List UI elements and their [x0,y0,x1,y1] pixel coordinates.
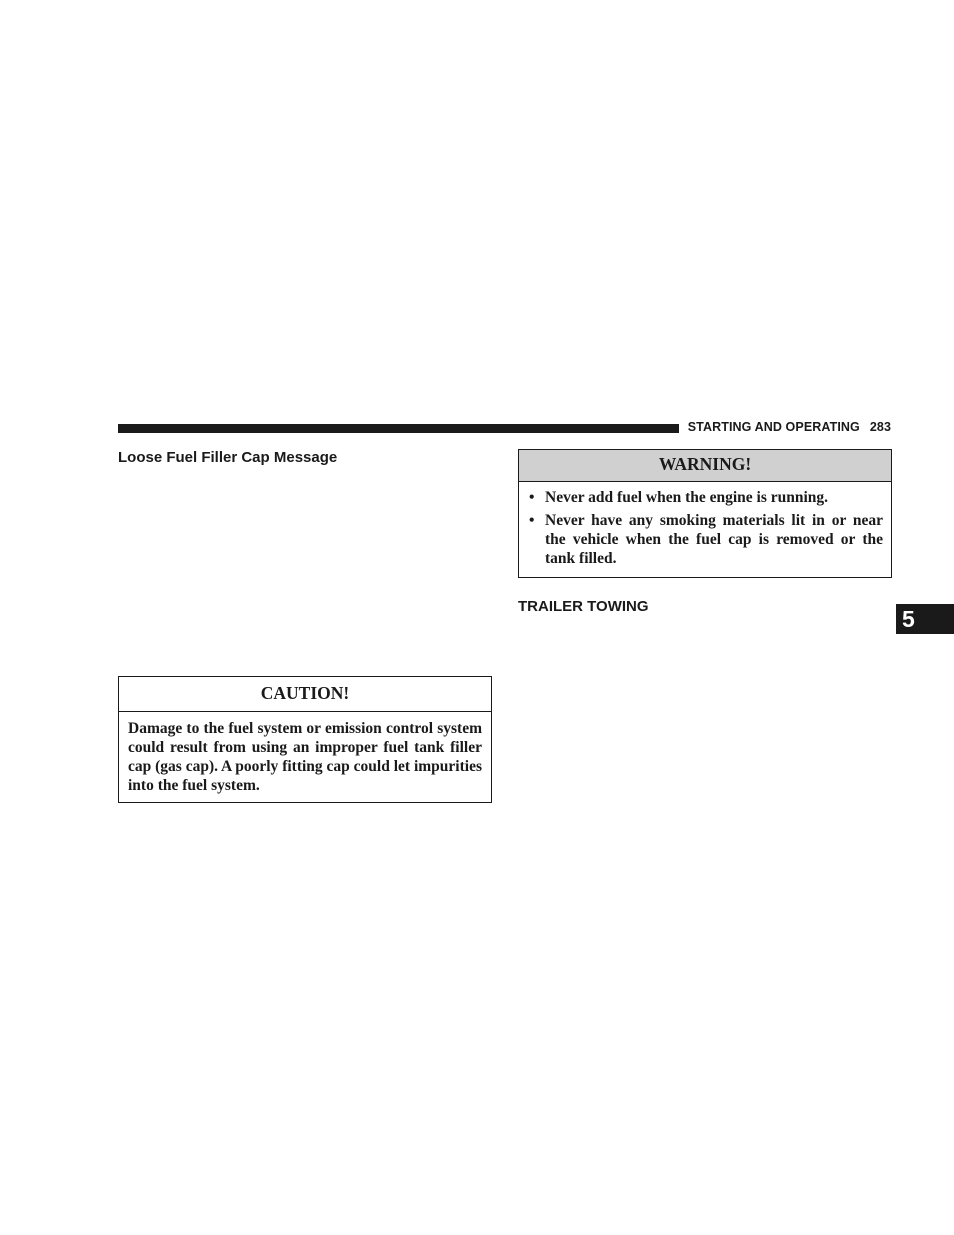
bullet-icon: • [529,512,535,529]
warning-title: WARNING! [519,450,891,482]
warning-item [529,511,883,568]
chapter-tab: 5 [896,604,954,634]
caution-title: CAUTION! [119,677,491,712]
trailer-towing-heading: TRAILER TOWING [518,598,649,615]
loose-fuel-cap-heading: Loose Fuel Filler Cap Message [118,449,338,466]
warning-item [529,488,883,507]
header-rule [118,424,679,433]
warning-box [518,449,892,578]
caution-text: Damage to the fuel system or emission control system could result from using an improper fuel tank filler cap (gas cap). A poorly fitting cap could let impurities into the fuel system. [128,720,482,794]
warning-item-text: Never have any smoking materials lit in or near the vehicle when the fuel cap is removed or the tank filled. [545,512,883,567]
caution-box [118,676,492,803]
page-number: 283 [869,420,891,434]
running-head [688,420,891,434]
warning-list [519,482,891,568]
warning-item-text: Never add fuel when the engine is running. [545,489,829,506]
bullet-icon: • [529,489,535,506]
section-title: STARTING AND OPERATING [687,420,860,434]
